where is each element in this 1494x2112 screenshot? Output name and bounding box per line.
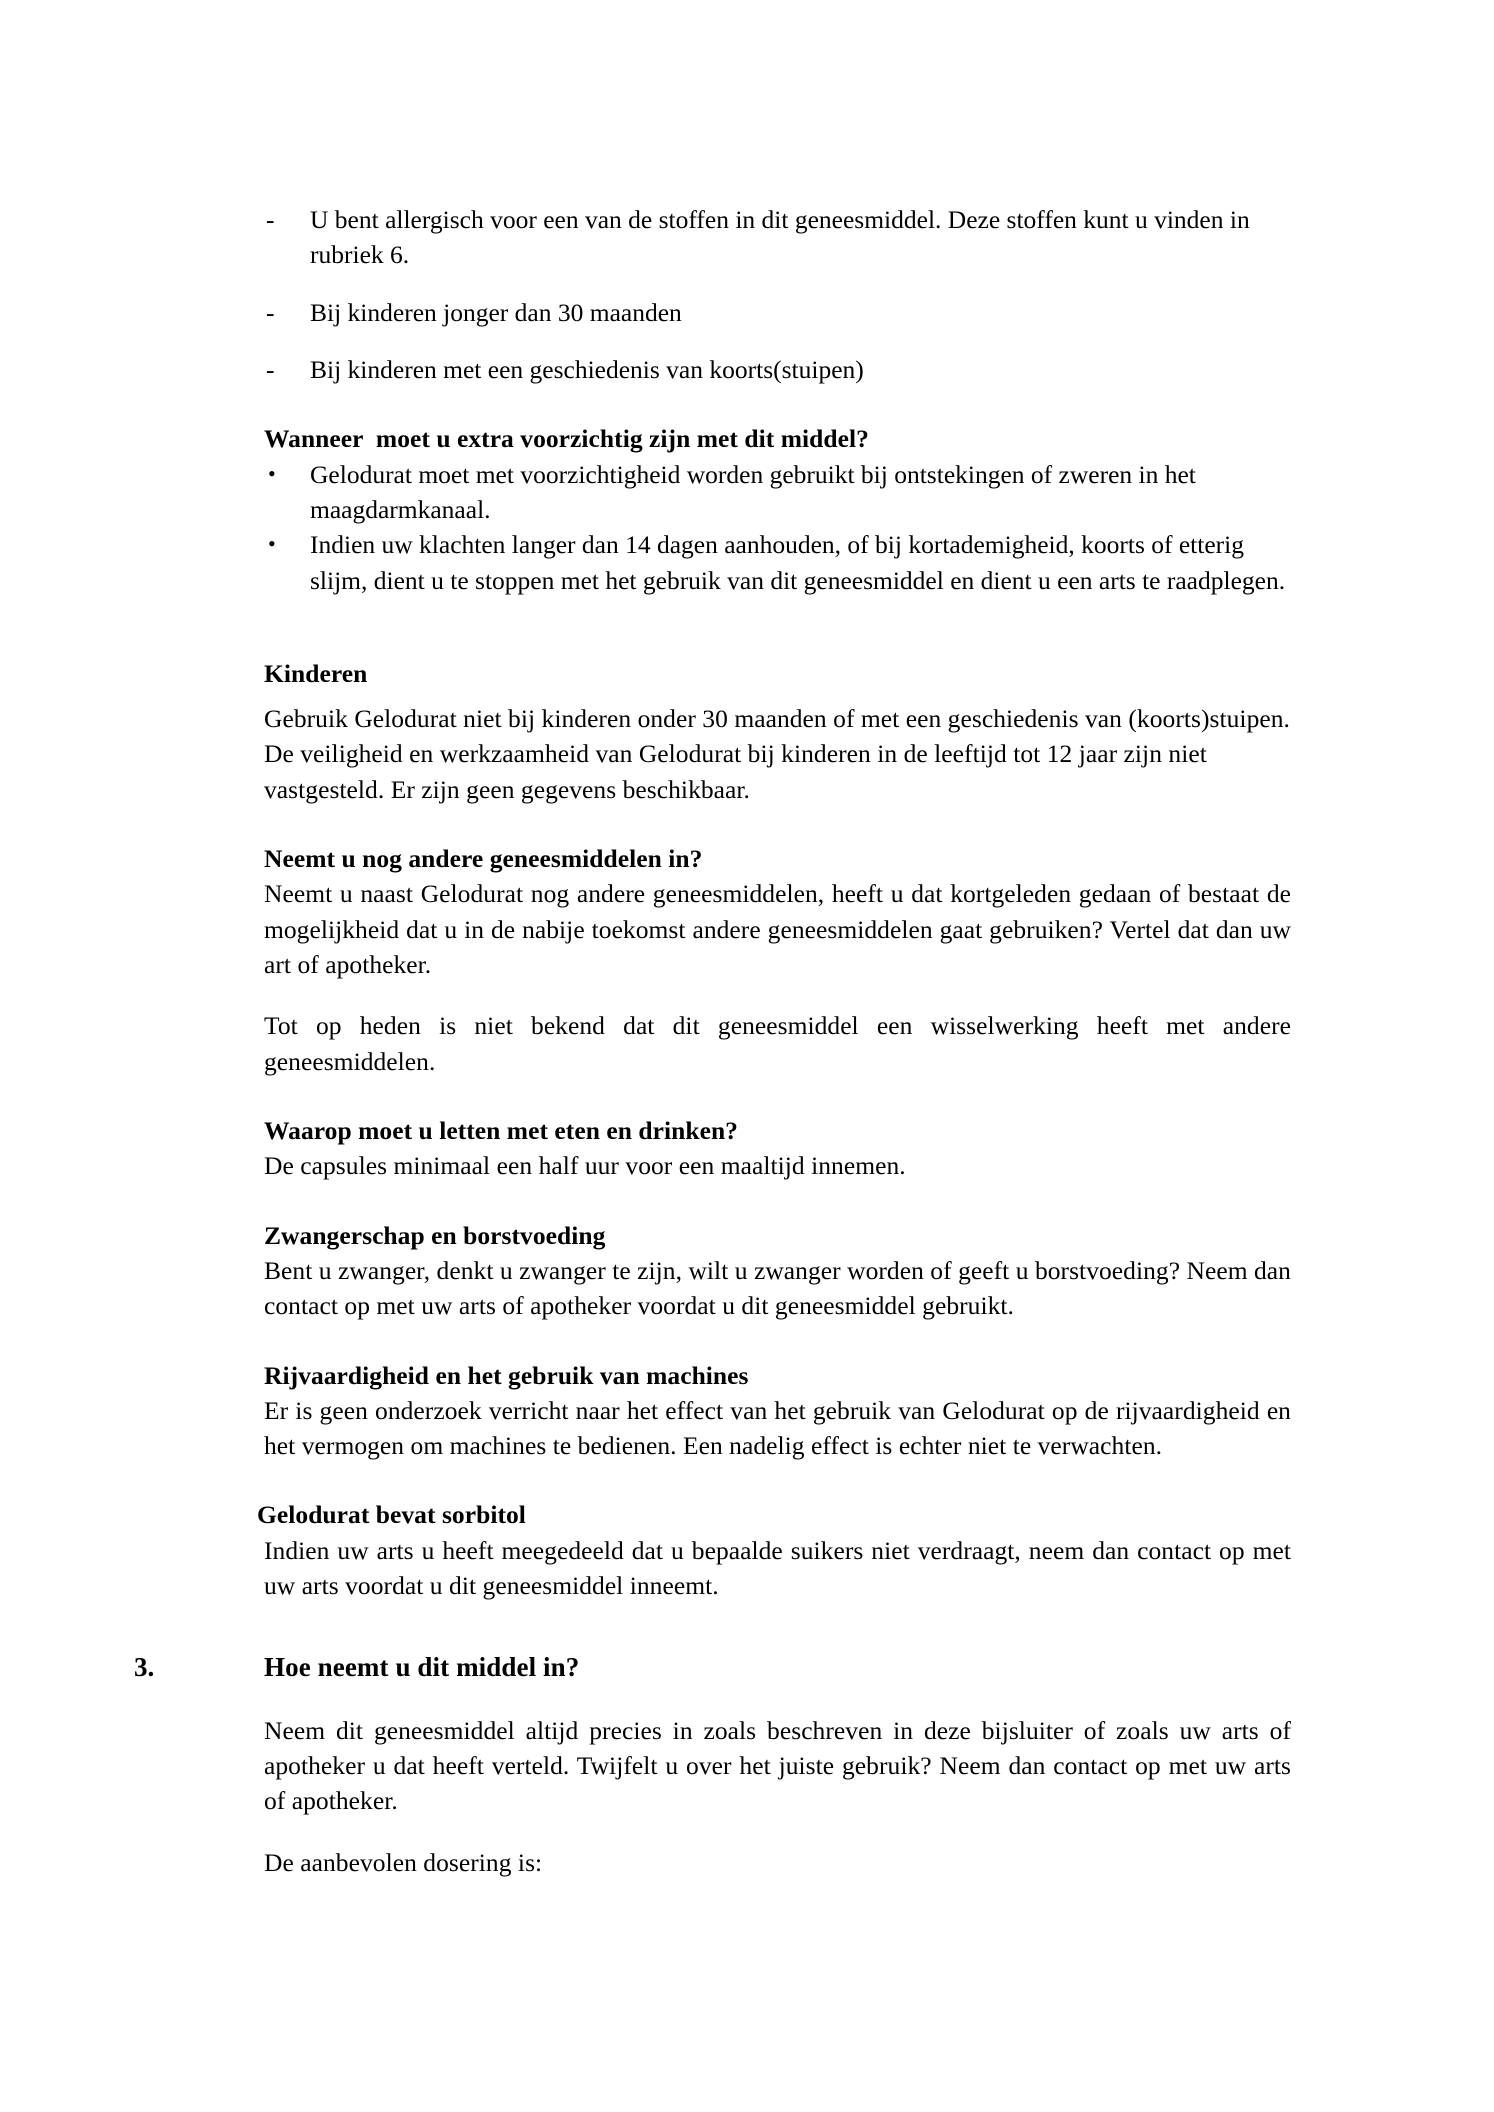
spacer — [264, 1819, 1291, 1845]
driving-paragraph-1: Er is geen onderzoek verricht naar het effect van het gebruik van Gelodurat op de rijvaardigheid en het vermogen om machines te bedienen. Een nadelig effect is echter niet te verwachten. — [264, 1395, 1291, 1461]
list-item — [264, 352, 1291, 387]
list-item-text: Gelodurat moet met voorzichtigheid worden gebruikt bij ontstekingen of zweren in het maagdarmkanaal. — [310, 459, 1196, 524]
food-drink-paragraph-1: De capsules minimaal een half uur voor een maaltijd innemen. — [264, 1151, 906, 1181]
section-3-paragraph-2: De aanbevolen dosering is: — [264, 1847, 543, 1877]
children-heading: Kinderen — [264, 658, 368, 688]
sorbitol-paragraph-1: Indien uw arts u heeft meegedeeld dat u bepaalde suikers niet verdraagt, neem dan contact op met uw arts voordat u dit geneesmiddel inneemt. — [264, 1535, 1291, 1601]
list-item — [264, 527, 1291, 598]
spacer — [264, 387, 1291, 421]
sorbitol-heading: Gelodurat bevat sorbitol — [257, 1500, 526, 1530]
dash-bullet-icon: - — [266, 297, 275, 327]
section-3-number: 3. — [134, 1652, 155, 1683]
spacer — [264, 807, 1291, 841]
spacer — [264, 1603, 1291, 1649]
list-item-text: Bij kinderen met een geschiedenis van koorts(stuipen) — [310, 354, 864, 384]
pregnancy-heading: Zwangerschap en borstvoeding — [264, 1220, 606, 1250]
list-item — [264, 295, 1291, 330]
list-item-text: U bent allergisch voor een van de stoffen in dit geneesmiddel. Deze stoffen kunt u vinden in rubriek 6. — [310, 205, 1250, 270]
spacer — [264, 1687, 1291, 1713]
round-bullet-icon: • — [268, 531, 276, 557]
list-item-text: Bij kinderen jonger dan 30 maanden — [310, 297, 682, 327]
other-medicines-paragraph-2: Tot op heden is niet bekend dat dit geneesmiddel een wisselwerking heeft met andere geneesmiddelen. — [264, 1011, 1291, 1076]
contraindications-list — [264, 202, 1291, 387]
section-3-header — [134, 1649, 1291, 1686]
warnings-heading: Wanneer moet u extra voorzichtig zijn met dit middel? — [264, 424, 869, 454]
spacer — [264, 691, 1291, 701]
spacer — [264, 982, 1291, 1008]
pregnancy-paragraph-1: Bent u zwanger, denkt u zwanger te zijn, wilt u zwanger worden of geeft u borstvoeding? Neem dan contact op met uw arts of apotheker voordat u dit geneesmiddel gebruikt. — [264, 1255, 1291, 1321]
dash-bullet-icon: - — [266, 205, 275, 234]
dash-bullet-icon: - — [266, 354, 275, 384]
list-item-text: Indien uw klachten langer dan 14 dagen aanhouden, of bij kortademigheid, koorts of etterig slijm, dient u te stoppen met het gebruik van dit geneesmiddel en dient u een arts te raadplegen. — [310, 530, 1286, 595]
children-paragraph-2: De veiligheid en werkzaamheid van Gelodurat bij kinderen in de leeftijd tot 12 jaar zijn niet vastgesteld. Er zijn geen gegevens beschikbaar. — [264, 739, 1207, 804]
spacer — [264, 1463, 1291, 1497]
warnings-bullet-list — [264, 457, 1291, 598]
other-medicines-heading: Neemt u nog andere geneesmiddelen in? — [264, 844, 703, 874]
list-item — [264, 457, 1291, 528]
other-medicines-paragraph-1: Neemt u naast Gelodurat nog andere geneesmiddelen, heeft u dat kortgeleden gedaan of bestaat de mogelijkheid dat u in de nabije toekomst andere geneesmiddelen gaat gebruiken? Vertel dat dan uw art of apotheker. — [264, 879, 1291, 979]
section-3-paragraph-1: Neem dit geneesmiddel altijd precies in zoals beschreven in deze bijsluiter of zoals uw arts of apotheker u dat heeft verteld. Twijfelt u over het juiste gebruik? Neem dan contact op met uw arts of apotheker. — [264, 1715, 1291, 1816]
children-paragraph-1: Gebruik Gelodurat niet bij kinderen onder 30 maanden of met een geschiedenis van (koorts)stuipen. — [264, 704, 1290, 734]
list-item — [264, 202, 1291, 273]
spacer — [264, 1324, 1291, 1358]
food-drink-heading: Waarop moet u letten met eten en drinken? — [264, 1115, 738, 1145]
spacer — [264, 1184, 1291, 1218]
spacer — [264, 598, 1291, 656]
section-3-title: Hoe neemt u dit middel in? — [264, 1652, 580, 1683]
page-content — [134, 202, 1291, 1880]
spacer — [264, 1079, 1291, 1113]
driving-heading: Rijvaardigheid en het gebruik van machines — [264, 1360, 749, 1390]
round-bullet-icon: • — [268, 460, 276, 486]
